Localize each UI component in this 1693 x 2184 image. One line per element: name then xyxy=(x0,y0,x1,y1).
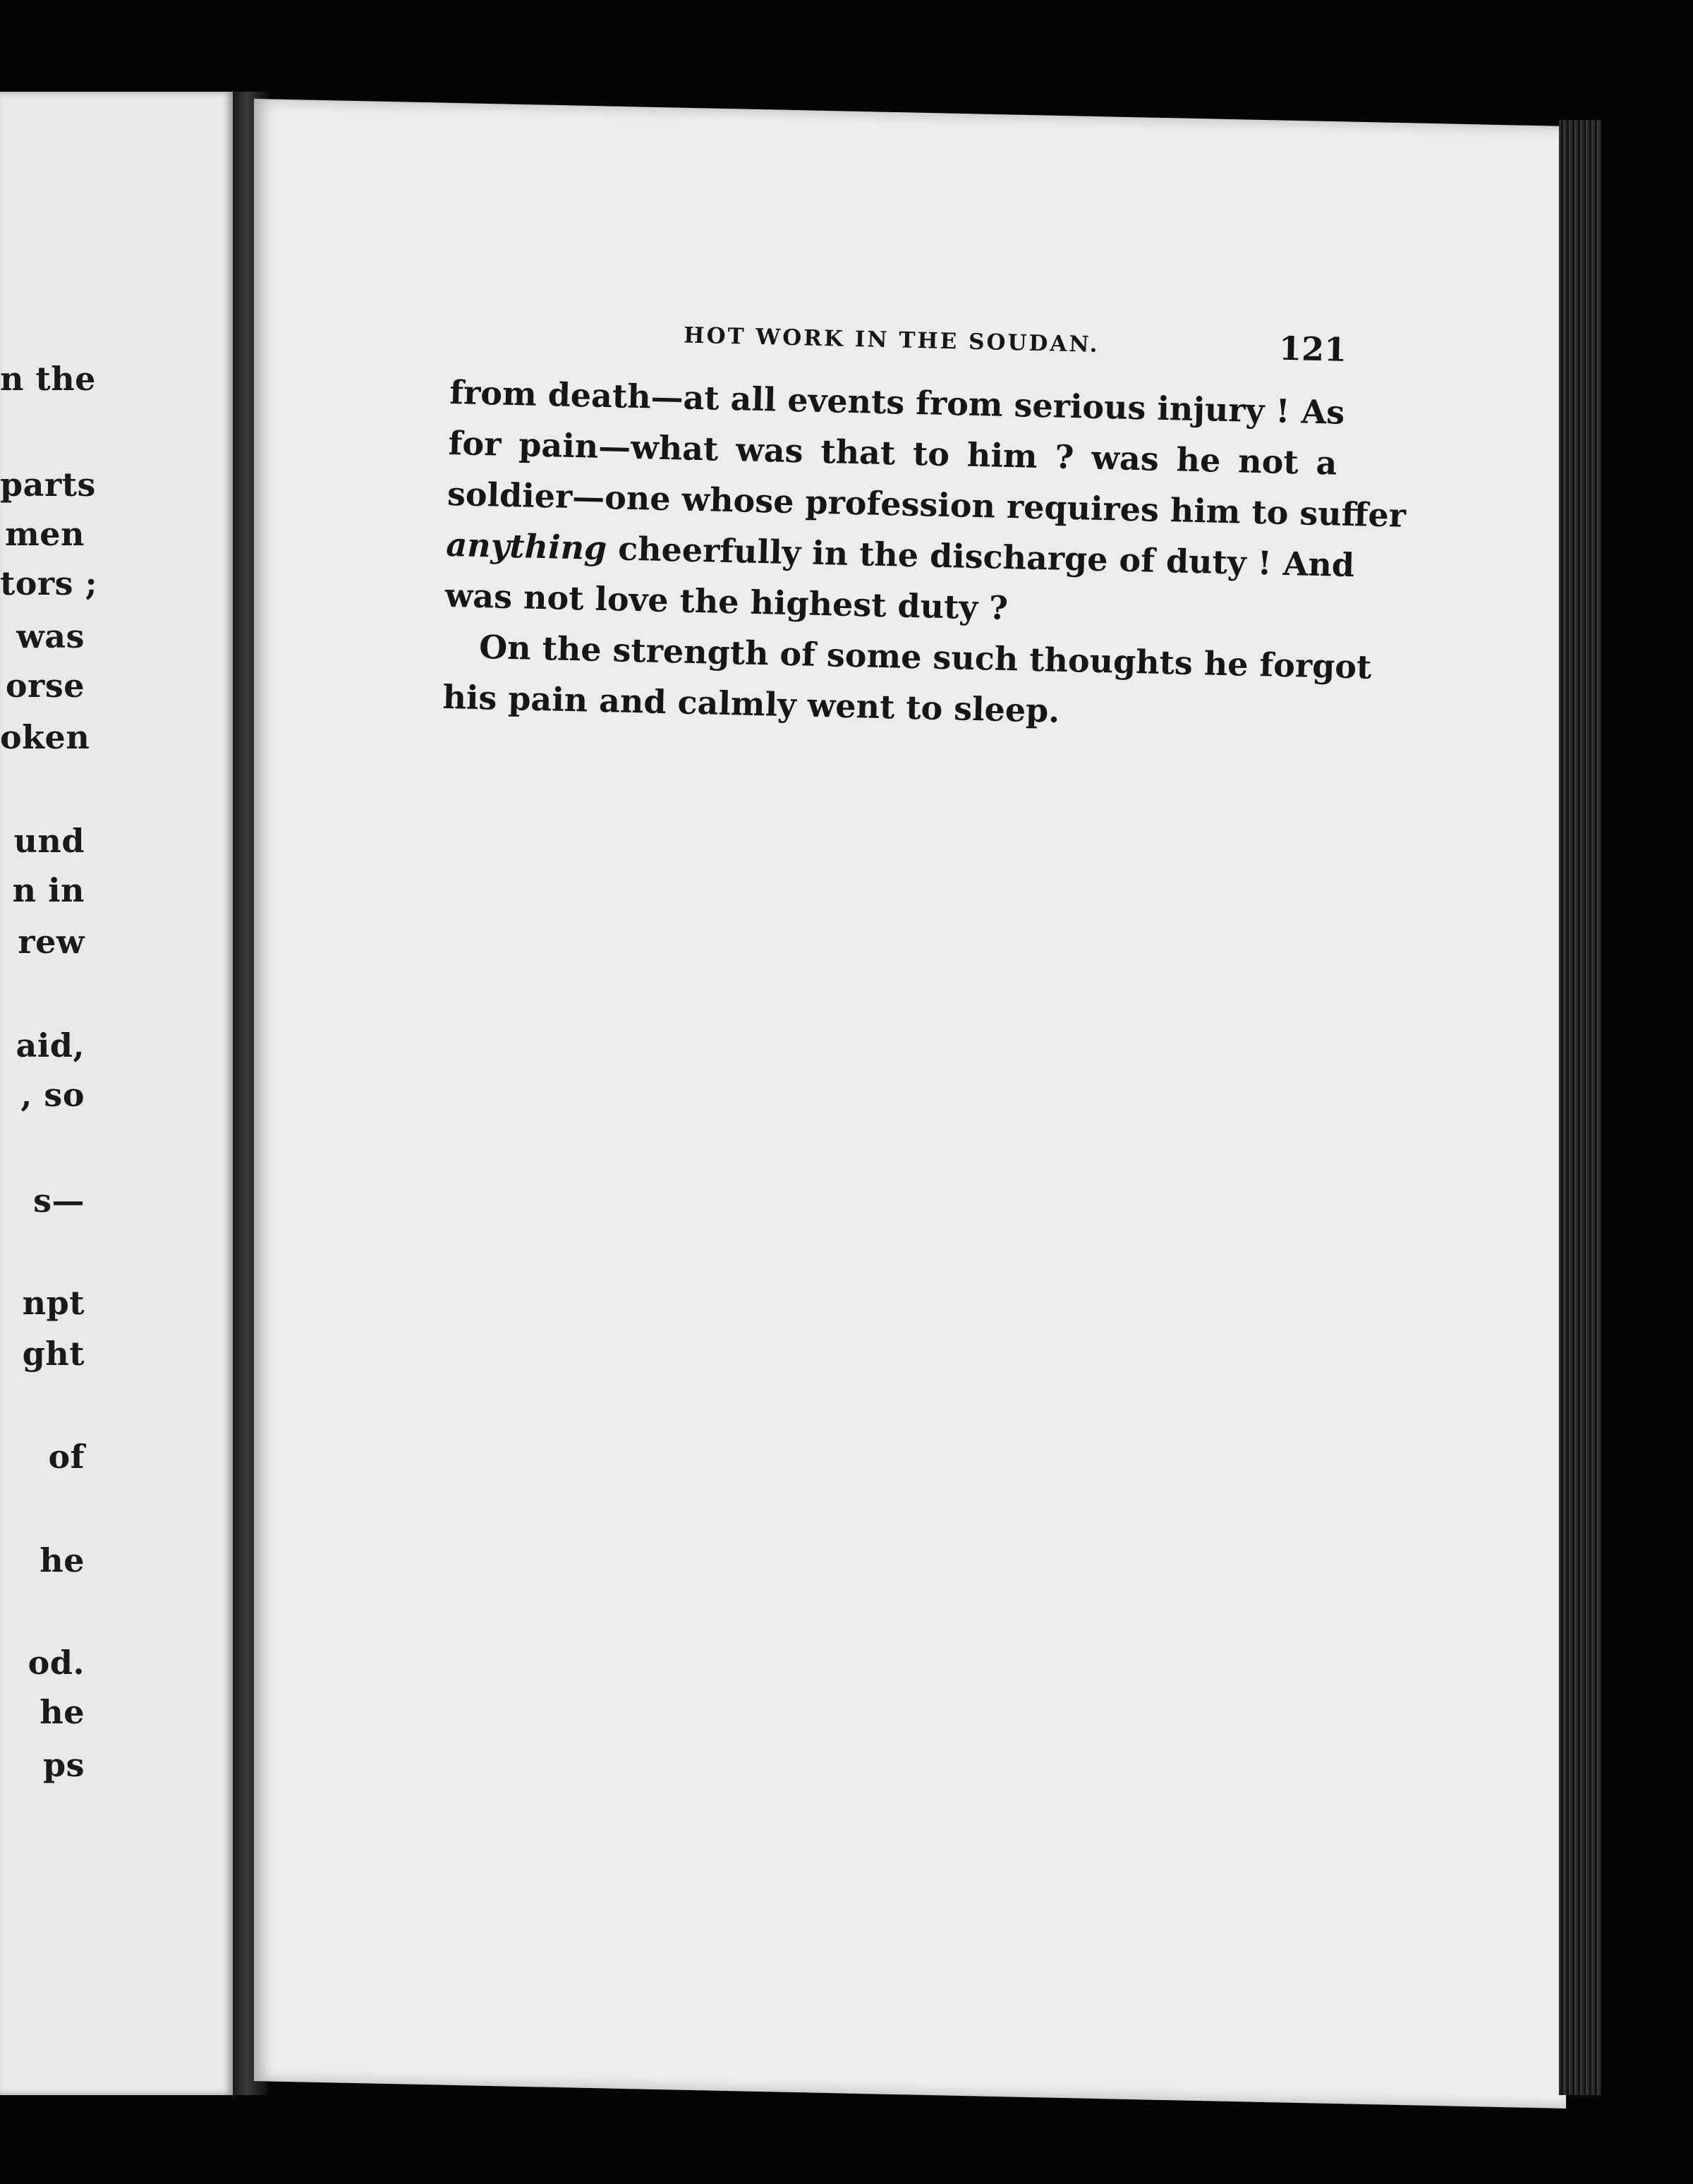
left-page-fragment: s— xyxy=(33,1182,85,1220)
page-number: 121 xyxy=(1278,329,1347,369)
left-page-fragment: aid, xyxy=(16,1026,85,1064)
page-content xyxy=(442,310,1407,742)
left-page-fragment: npt xyxy=(22,1284,85,1322)
left-page-fragment: of xyxy=(48,1438,85,1476)
left-page-fragment: und xyxy=(13,822,85,860)
left-page-fragment: parts xyxy=(0,466,96,504)
left-page-fragment: was xyxy=(16,617,85,655)
text-line: On the strength of some such thoughts he forgot xyxy=(478,628,1372,686)
left-page-fragment: n in xyxy=(12,871,85,909)
left-page-fragment: he xyxy=(40,1693,85,1731)
italic-word: anything xyxy=(445,525,607,568)
paragraph-1 xyxy=(444,367,1407,641)
left-page-fragment: oken xyxy=(0,718,90,756)
paragraph-2 xyxy=(442,621,1372,743)
text-line: was not love the highest duty ? xyxy=(444,576,1009,628)
left-page-fragment: men xyxy=(5,515,85,553)
left-page-fragment: ps xyxy=(42,1746,85,1784)
left-page-fragment: rew xyxy=(18,923,85,961)
left-page-fragment: orse xyxy=(5,667,85,705)
left-page-fragment: ght xyxy=(22,1335,85,1373)
left-page-fragment: he xyxy=(40,1541,85,1579)
running-head-title: HOT WORK IN THE SOUDAN. xyxy=(683,322,1100,358)
text-line: soldier—one whose profession requires him to suffer xyxy=(447,474,1407,535)
text-segment: cheerfully in the discharge of duty ! And xyxy=(606,529,1355,585)
page-edges xyxy=(1559,120,1601,2095)
text-line: his pain and calmly went to sleep. xyxy=(442,677,1060,730)
text-line: for pain—what was that to him ? was he not a xyxy=(448,423,1338,483)
left-page-fragment: tors ; xyxy=(0,564,98,602)
left-page-fragment: , so xyxy=(20,1076,85,1114)
text-line: from death—at all events from serious injury ! As xyxy=(449,372,1345,432)
left-page-fragment: od. xyxy=(28,1644,85,1682)
facing-page-left xyxy=(0,92,233,2095)
left-page-fragment: n the xyxy=(0,360,96,398)
